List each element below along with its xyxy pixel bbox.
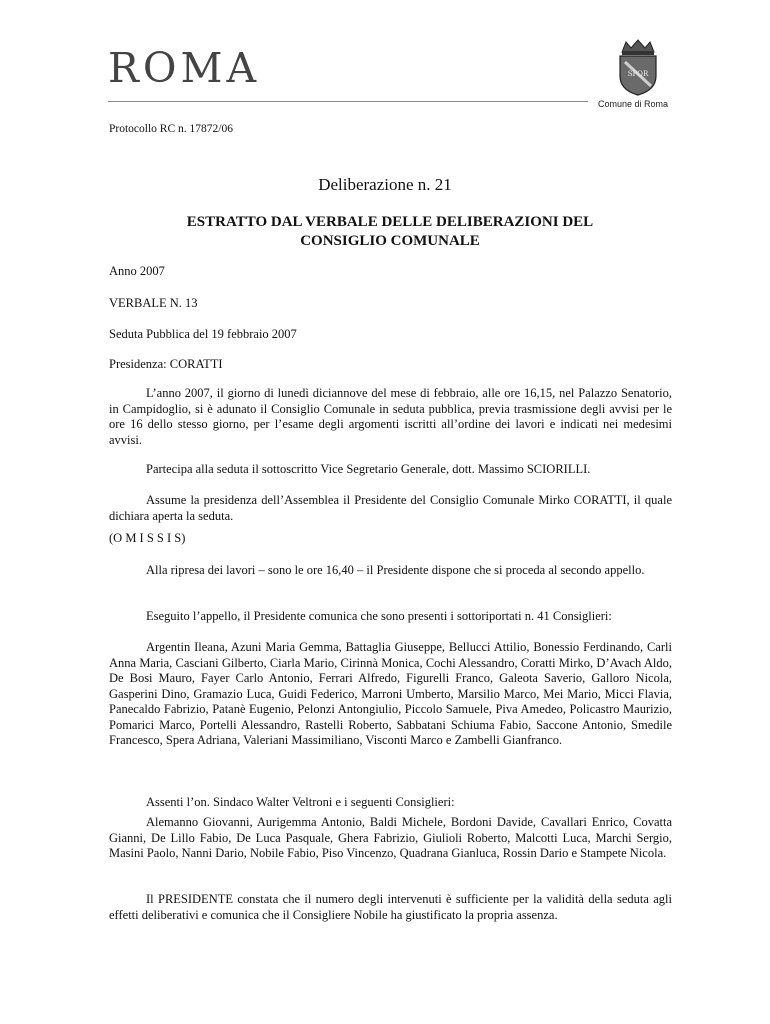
- comune-label: Comune di Roma: [598, 99, 669, 109]
- assenti-list: Alemanno Giovanni, Aurigemma Antonio, Baldi Michele, Bordoni Davide, Cavallari Enrico, Covatta Gianni, De Lillo Fabio, De Luca Pasquale, Ghera Fabrizio, Giulioli Roberto, Malcotti Luca, Marchi Sergio, Masini Paolo, Nanni Dario, Nobile Fabio, Piso Vincenzo, Quadrana Gianluca, Rossin Dario e Stampete Nicola.: [109, 815, 672, 860]
- paragraph-segretario: Partecipa alla seduta il sottoscritto Vice Segretario Generale, dott. Massimo SCIORILLI.: [146, 462, 591, 476]
- omissis-line: (O M I S S I S): [109, 531, 186, 545]
- crest-text: SPQR: [627, 70, 649, 78]
- header-divider: [108, 101, 588, 102]
- paragraph-ripresa: Alla ripresa dei lavori – sono le ore 16,40 – il Presidente dispone che si proceda al secondo appello.: [146, 563, 645, 577]
- paragraph-appello: Eseguito l’appello, il Presidente comunica che sono presenti i sottoriportati n. 41 Consiglieri:: [146, 609, 612, 623]
- roma-logo-text: ROMA: [108, 44, 261, 92]
- roma-crest-icon: [610, 38, 666, 96]
- anno-line: Anno 2007: [109, 264, 165, 278]
- verbale-line: VERBALE N. 13: [109, 296, 198, 310]
- heading-line-2: CONSIGLIO COMUNALE: [300, 233, 480, 249]
- presenti-list: Argentin Ileana, Azuni Maria Gemma, Battaglia Giuseppe, Bellucci Attilio, Bonessio Ferdinando, Carli Anna Maria, Casciani Gilberto, Ciarla Mario, Cirinnà Monica, Cochi Alessandro, Coratti Mirko, D’Avach Aldo, De Bosi Mauro, Fayer Carlo Antonio, Ferrari Alfredo, Figurelli Franco, Galeota Saverio, Galloro Nicola, Gasperini Dino, Gramazio Luca, Guidi Federico, Marroni Umberto, Marsilio Marco, Mei Mario, Micci Flavia, Panecaldo Fabrizio, Patanè Eugenio, Pelonzi Antongiulio, Piccolo Samuele, Piva Amedeo, Policastro Maurizio, Pomarici Marco, Portelli Alessandro, Rastelli Roberto, Sabbatani Schiuma Fabio, Saccone Antonio, Smedile Francesco, Spera Adriana, Valeriani Massimiliano, Visconti Marco e Zambelli Gianfranco.: [109, 640, 672, 747]
- document-title: Deliberazione n. 21: [318, 175, 452, 194]
- seduta-line: Seduta Pubblica del 19 febbraio 2007: [109, 327, 297, 341]
- protocol-number: Protocollo RC n. 17872/06: [109, 123, 233, 135]
- heading-line-1: ESTRATTO DAL VERBALE DELLE DELIBERAZIONI DEL: [186, 214, 594, 230]
- presidenza-line: Presidenza: CORATTI: [109, 357, 223, 371]
- paragraph-presidenza: Assume la presidenza dell’Assemblea il Presidente del Consiglio Comunale Mirko CORATTI, il quale dichiara aperta la seduta.: [109, 493, 672, 523]
- paragraph-opening: L’anno 2007, il giorno di lunedì diciannove del mese di febbraio, alle ore 16,15, nel Palazzo Senatorio, in Campidoglio, si è adunato il Consiglio Comunale in seduta pubblica, previa trasmissione degli avvisi per le ore 16 dello stesso giorno, per l’esame degli argomenti iscritti all’ordine dei lavori e indicati nei medesimi avvisi.: [109, 386, 672, 447]
- paragraph-assenti: Assenti l’on. Sindaco Walter Veltroni e i seguenti Consiglieri:: [146, 795, 455, 809]
- paragraph-validita: Il PRESIDENTE constata che il numero degli intervenuti è sufficiente per la validità della seduta agli effetti deliberativi e comunica che il Consigliere Nobile ha giustificato la propria assenza.: [109, 892, 672, 922]
- document-heading: [120, 213, 660, 251]
